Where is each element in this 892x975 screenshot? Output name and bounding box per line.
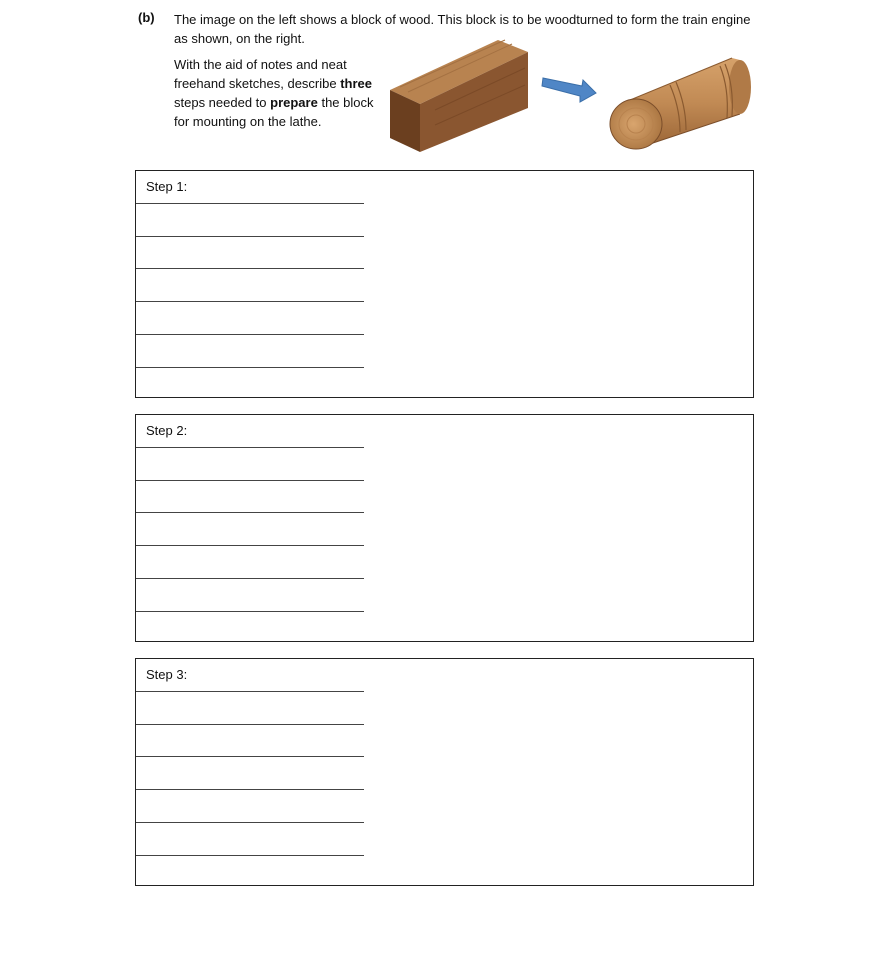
answer-line [136, 756, 364, 757]
answer-line [136, 480, 364, 481]
answer-line [136, 855, 364, 856]
instruction-bold-1: three [340, 76, 373, 91]
instruction-text-2: steps needed to [174, 95, 271, 110]
answer-line [136, 724, 364, 725]
step-3-answer-box[interactable] [135, 658, 754, 886]
wood-figure [380, 30, 770, 162]
answer-line [136, 367, 364, 368]
step-2-answer-box[interactable] [135, 414, 754, 642]
answer-line [136, 545, 364, 546]
instruction-bold-2: prepare [270, 95, 318, 110]
instruction-text-1: With the aid of notes and neat freehand sketches, describe [174, 57, 347, 91]
answer-line [136, 334, 364, 335]
instruction-text-3: the block for mounting on the lathe. [174, 95, 374, 129]
step-3-label: Step 3: [146, 667, 188, 682]
answer-line [136, 822, 364, 823]
arrow-right-icon [542, 78, 596, 102]
step-1-answer-box[interactable] [135, 170, 754, 398]
answer-line [136, 578, 364, 579]
answer-line [136, 447, 364, 448]
answer-line [136, 789, 364, 790]
answer-line [136, 691, 364, 692]
step-1-label: Step 1: [146, 179, 188, 194]
question-text: The image on the left shows a block of wood. This block is to be woodturned to form the train engine as shown, on the right. [174, 12, 751, 46]
answer-line [136, 611, 364, 612]
answer-line [136, 268, 364, 269]
answer-line [136, 512, 364, 513]
answer-line [136, 301, 364, 302]
question-label: (b) [138, 10, 155, 25]
question-instruction [174, 55, 384, 131]
turned-cylinder-image [610, 58, 751, 149]
wood-block-image [390, 40, 528, 152]
step-2-label: Step 2: [146, 423, 188, 438]
answer-line [136, 236, 364, 237]
answer-line [136, 203, 364, 204]
